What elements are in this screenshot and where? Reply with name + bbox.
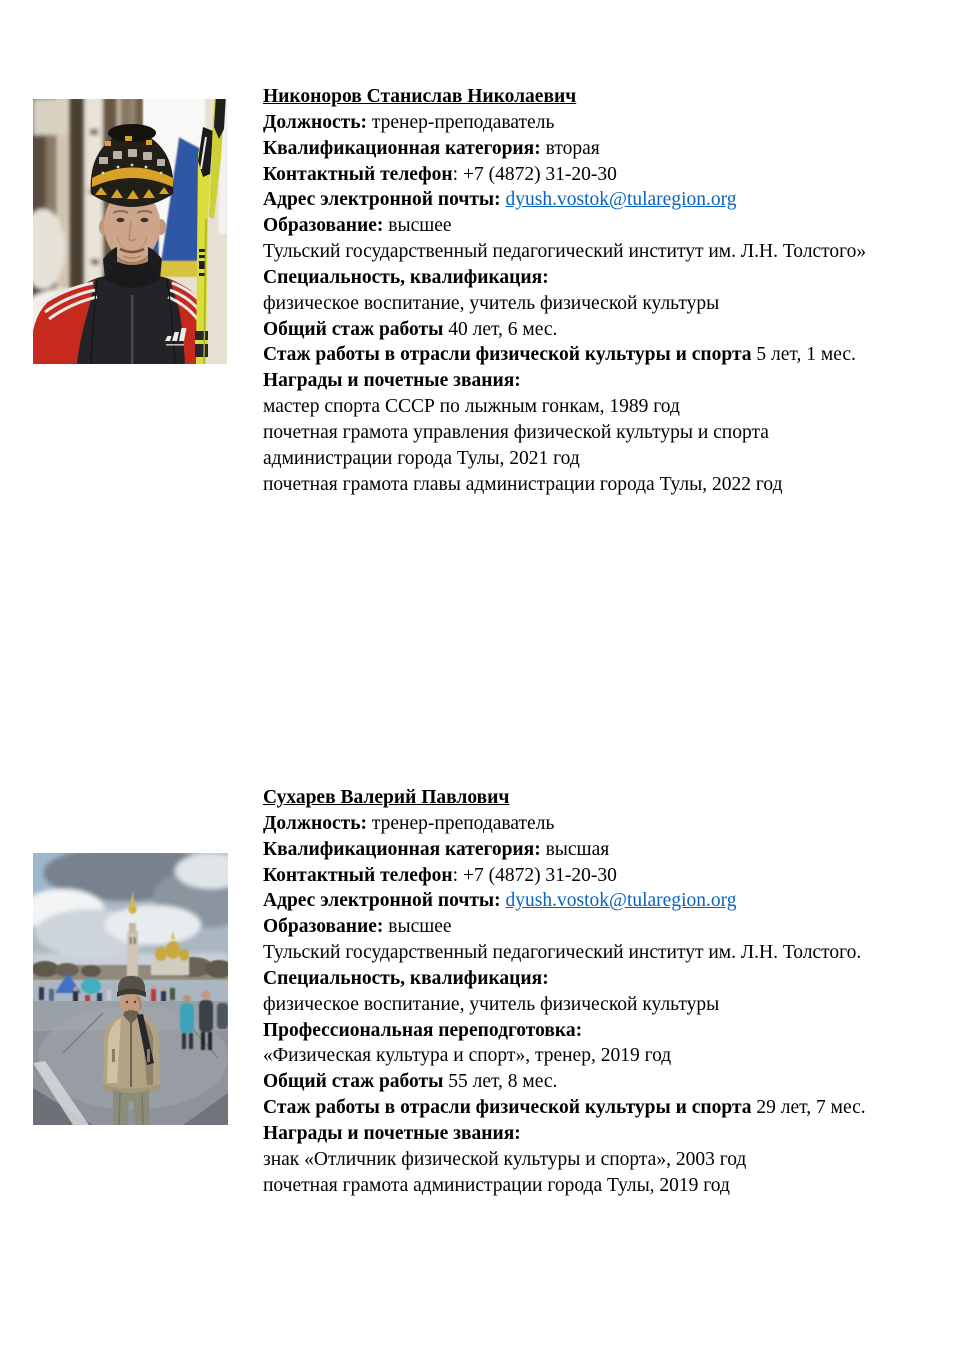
profile-name: Никоноров Станислав Николаевич [263,86,577,107]
field-label: Образование: [263,215,384,237]
field-label: Общий стаж работы [263,318,444,340]
field-line [263,265,969,291]
field-value: почетная грамота главы администрации города Тулы, 2022 год [263,473,783,495]
field-line [263,1069,969,1095]
field-line [263,914,969,940]
field-value: вторая [540,137,600,159]
field-value: администрации города Тулы, 2021 год [263,447,580,469]
field-line [263,888,969,914]
field-value: Тульский государственный педагогический институт им. Л.Н. Толстого» [263,241,867,263]
field-line [263,811,969,837]
profile-info-nikonorov [263,84,969,498]
field-value: 40 лет, 6 мес. [443,318,558,340]
profile-name: Сухарев Валерий Павлович [263,787,510,808]
field-line [263,1043,969,1069]
outdoor-event-photo [33,853,228,1125]
field-value: : +7 (4872) 31-20-30 [452,163,617,185]
field-label: Стаж работы в отрасли физической культуры и спорта [263,1097,752,1119]
khaki-jacket [103,1011,160,1094]
field-label: Контактный телефон [263,163,453,185]
email-link[interactable]: dyush.vostok@tularegion.org [505,890,737,912]
field-line [263,394,969,420]
field-line [263,1018,969,1044]
field-value: почетная грамота администрации города Тулы, 2019 год [263,1174,730,1196]
field-label: Должность: [263,812,368,834]
field-value: Тульский государственный педагогический институт им. Л.Н. Толстого. [263,942,862,964]
field-value: мастер спорта СССР по лыжным гонкам, 1989 год [263,396,680,418]
field-value: почетная грамота управления физической культуры и спорта [263,421,769,443]
field-value: высшее [383,215,452,237]
field-value: физическое воспитание, учитель физической культуры [263,292,720,314]
field-line [263,940,969,966]
field-line [263,446,969,472]
field-line [263,291,969,317]
field-value: высшее [383,916,452,938]
field-line [263,992,969,1018]
field-label: Образование: [263,916,384,938]
field-line [263,1147,969,1173]
field-line [263,342,969,368]
field-line [263,1121,969,1147]
field-value: знак «Отличник физической культуры и спорта», 2003 год [263,1148,747,1170]
field-line [263,863,969,889]
field-value: 5 лет, 1 мес. [751,344,856,366]
field-line [263,837,969,863]
field-label: Должность: [263,111,368,133]
field-line [263,187,969,213]
field-line [263,110,969,136]
field-line [263,136,969,162]
profile-photo-nikonorov [33,99,227,364]
field-label: Награды и почетные звания: [263,1122,521,1144]
field-value: физическое воспитание, учитель физической культуры [263,993,720,1015]
field-line [263,1173,969,1199]
field-label: Квалификационная категория: [263,137,541,159]
field-label: Адрес электронной почты: [263,189,501,211]
field-value: тренер-преподаватель [367,812,555,834]
field-label: Профессиональная переподготовка: [263,1019,583,1041]
field-value: «Физическая культура и спорт», тренер, 2019 год [263,1045,672,1067]
field-label: Стаж работы в отрасли физической культуры и спорта [263,344,752,366]
profile-info-sukharev [263,785,969,1199]
field-line [263,472,969,498]
field-label: Квалификационная категория: [263,838,541,860]
field-line [263,162,969,188]
field-line [263,368,969,394]
field-line [263,966,969,992]
field-label: Контактный телефон [263,864,453,886]
field-label: Специальность, квалификация: [263,266,549,288]
field-line [263,213,969,239]
field-value: высшая [540,838,610,860]
field-value: : +7 (4872) 31-20-30 [452,864,617,886]
field-line [263,420,969,446]
field-label: Адрес электронной почты: [263,890,501,912]
field-label: Общий стаж работы [263,1071,444,1093]
email-link[interactable]: dyush.vostok@tularegion.org [505,189,737,211]
field-line [263,239,969,265]
field-line [263,1095,969,1121]
field-label: Награды и почетные звания: [263,370,521,392]
profile-photo-sukharev [33,853,228,1125]
field-line [263,317,969,343]
field-label: Специальность, квалификация: [263,967,549,989]
field-value: 55 лет, 8 мес. [443,1071,558,1093]
field-value: 29 лет, 7 мес. [751,1097,866,1119]
ski-coach-photo [33,99,227,364]
field-value: тренер-преподаватель [367,111,555,133]
